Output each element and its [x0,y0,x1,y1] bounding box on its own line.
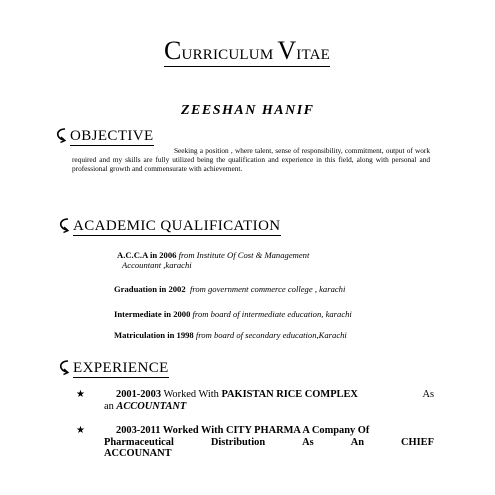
curved-arrow-icon [55,216,73,234]
experience-item: 2001-2003 Worked With PAKISTAN RICE COMPLEX As an ACCOUNTANT [104,389,434,412]
title-word-1: URRICULUM [181,47,274,63]
title-underline [164,66,330,67]
list-item: Intermediate in 2000 from board of intermediate education, karachi [114,309,352,319]
section-heading-objective: OBJECTIVE [70,128,154,145]
document-title [164,38,330,64]
list-item: Graduation in 2002 from government commerce college , karachi [114,284,346,294]
section-heading-academic: ACADEMIC QUALIFICATION [73,218,281,235]
list-item-continued: Accountant ,karachi [122,260,192,270]
star-bullet-icon: ★ [76,389,85,400]
experience-item: 2003-2011 Worked With CITY PHARMA A Company Of Pharmaceutical Distribution As An CHIEF ACCOUNANT [104,425,434,459]
list-item: Matriculation in 1998 from board of secondary education,Karachi [114,330,347,340]
objective-text: Seeking a position , where talent, sense of responsibility, commitment, output of work required and my skills are fully utilized being the qualification and experience in this field, along with personal and professional growth and commensurate with achievement. [72,146,430,173]
title-initial-v: V [277,36,297,65]
candidate-name: ZEESHAN HANIF [181,103,315,118]
list-item: A.C.C.A in 2006 from Institute Of Cost & Management [117,250,310,260]
section-heading-experience: EXPERIENCE [73,360,169,377]
title-word-2: ITAE [296,47,331,63]
curved-arrow-icon [55,358,73,376]
curved-arrow-icon [52,126,70,144]
title-initial-c: C [164,36,182,65]
star-bullet-icon: ★ [76,425,85,436]
